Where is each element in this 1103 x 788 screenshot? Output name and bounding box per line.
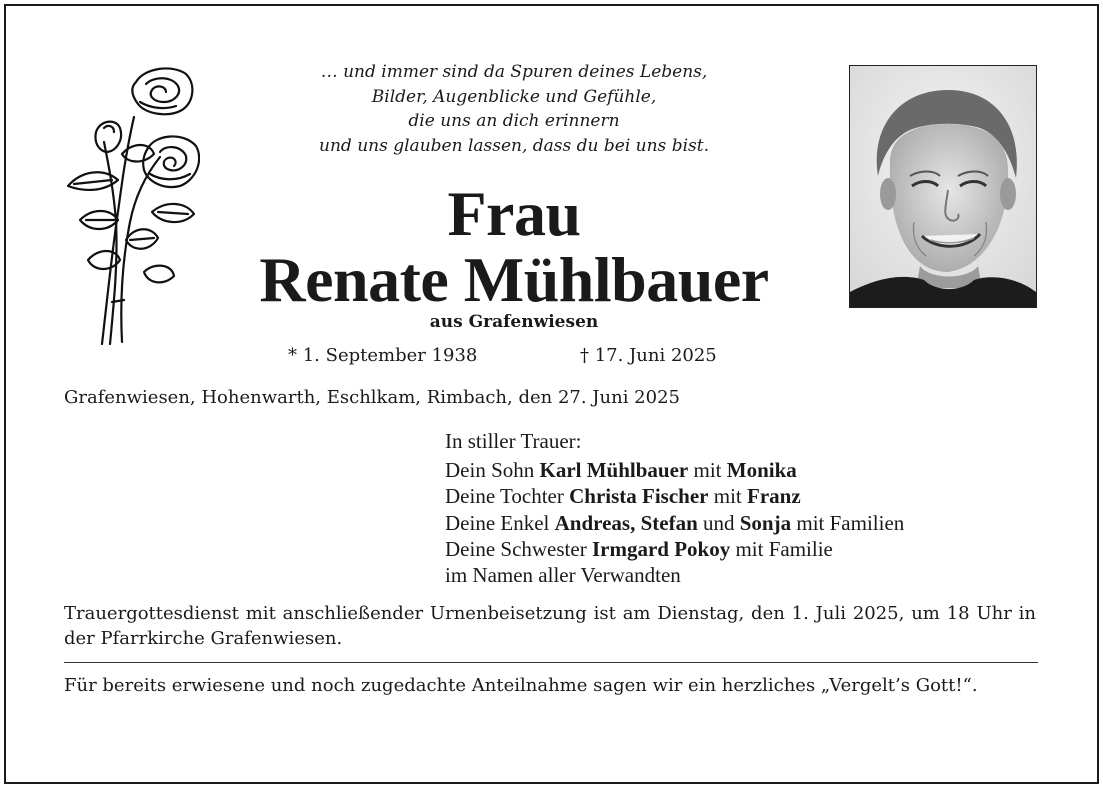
mourner-name: Karl Mühlbauer [539,458,689,483]
mourner-relation: und [697,510,740,535]
mourner-line [445,510,904,536]
mourner-name: Monika [726,458,797,483]
poem-line: die uns an dich erinnern [408,111,620,131]
poem-line: Bilder, Augenblicke und Gefühle, [371,86,657,107]
mourner-line [445,536,904,562]
thanks-text: Für bereits erwiesene und noch zugedachte Anteilnahme sagen wir ein herzliches „Vergelt’s Gott!“. [64,675,978,696]
mourner-name: Irmgard Pokoy [591,536,731,561]
mourner-name: Andreas, Stefan [554,510,698,535]
poem-line: … und immer sind da Spuren deines Lebens, [320,62,708,82]
mourners-list [445,428,904,588]
rose-illustration [60,62,200,348]
mourner-name: Franz [747,484,801,509]
death-date: † 17. Juni 2025 [580,345,717,366]
mourners-intro: In stiller Trauer: [445,429,582,453]
mourner-relation: Dein Sohn [445,458,540,483]
mourner-relation: mit Familien [791,510,905,535]
mourner-name: Sonja [739,510,792,535]
mourner-relation: mit Familie [730,536,833,561]
divider [64,662,1038,663]
mourner-relation: Deine Schwester [445,536,592,561]
mourner-relation: Deine Enkel [445,510,555,535]
origin: aus Grafenwiesen [429,312,599,332]
mourner-relation: mit [688,458,727,483]
poem [240,60,788,158]
mourner-lines [445,457,904,588]
funeral-service-text: Trauergottesdienst mit anschließender Urnenbeisetzung ist am Dienstag, den 1. Juli 2025, um 18 Uhr in der Pfarrkirche Grafenwiesen. [64,603,1036,649]
mourner-line [445,457,904,483]
birth-date: * 1. September 1938 [288,345,478,366]
salutation: Frau [447,178,581,249]
deceased-name: Renate Mühlbauer [259,244,769,315]
mourner-relation: im Namen aller Verwandten [445,563,681,588]
place-and-date: Grafenwiesen, Hohenwarth, Eschlkam, Rimbach, den 27. Juni 2025 [64,387,680,408]
mourner-line [445,562,904,588]
mourner-name: Christa Fischer [569,484,709,509]
mourner-relation: Deine Tochter [445,484,570,509]
poem-line: und uns glauben lassen, dass du bei uns bist. [319,135,709,156]
mourner-line [445,483,904,509]
portrait-photo [849,65,1037,308]
mourner-relation: mit [708,484,748,509]
